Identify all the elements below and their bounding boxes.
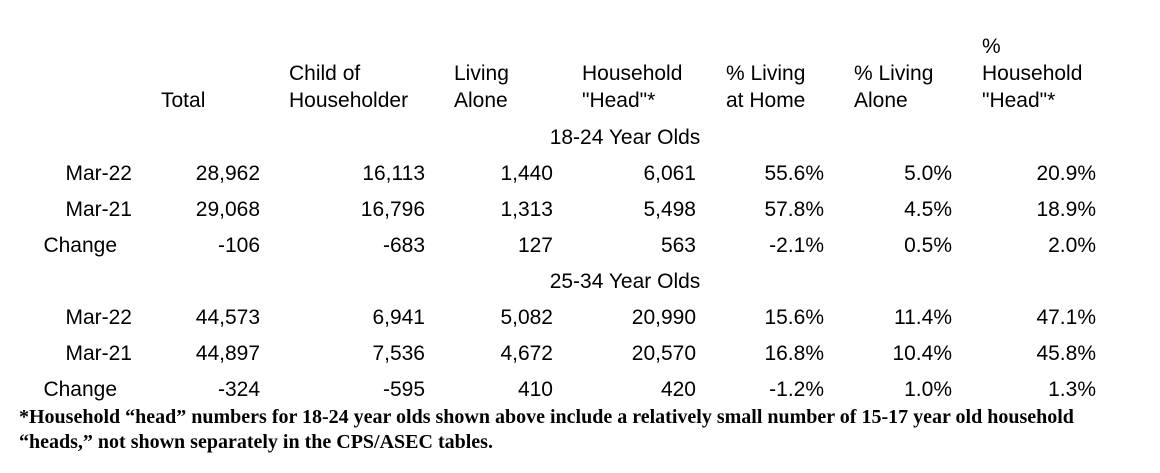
header-pct-living-alone: % Living Alone bbox=[854, 62, 934, 112]
cell-alone: 1,440 bbox=[500, 162, 553, 185]
cell-pct-alone: 5.0% bbox=[904, 162, 952, 185]
cell-pct-head: 1.3% bbox=[1048, 378, 1096, 401]
cell-pct-home: -1.2% bbox=[769, 378, 824, 401]
cell-child: 16,113 bbox=[362, 162, 425, 185]
cell-pct-alone: 11.4% bbox=[894, 306, 952, 329]
table-row bbox=[0, 160, 1160, 196]
cell-total: 44,897 bbox=[195, 342, 260, 365]
cell-child: 16,796 bbox=[360, 198, 425, 221]
cell-head: 20,570 bbox=[631, 342, 696, 365]
cell-head: 5,498 bbox=[643, 198, 696, 221]
cell-total: 44,573 bbox=[195, 306, 260, 329]
cell-head: 6,061 bbox=[643, 162, 696, 185]
cell-pct-head: 2.0% bbox=[1048, 234, 1096, 257]
cell-alone: 1,313 bbox=[500, 198, 553, 221]
header-pct-household-head: % Household "Head"* bbox=[982, 35, 1083, 112]
row-label: Change bbox=[43, 234, 117, 257]
cell-alone: 4,672 bbox=[500, 342, 553, 365]
row-label: Mar-21 bbox=[65, 198, 132, 221]
cell-pct-alone: 0.5% bbox=[904, 234, 952, 257]
row-label: Mar-22 bbox=[65, 306, 132, 329]
cell-pct-alone: 4.5% bbox=[904, 198, 952, 221]
row-label: Mar-22 bbox=[65, 162, 132, 185]
cell-head: 420 bbox=[660, 378, 696, 401]
table-row bbox=[0, 232, 1160, 268]
cell-pct-alone: 1.0% bbox=[904, 378, 952, 401]
cell-total: 28,962 bbox=[195, 162, 260, 185]
cell-total: -106 bbox=[217, 234, 260, 257]
cell-total: -324 bbox=[217, 378, 260, 401]
cell-pct-head: 20.9% bbox=[1036, 162, 1096, 185]
header-living-alone: Living Alone bbox=[454, 62, 509, 112]
row-label: Mar-21 bbox=[65, 342, 132, 365]
cell-head: 563 bbox=[660, 234, 696, 257]
cell-pct-head: 47.1% bbox=[1036, 306, 1096, 329]
cell-pct-home: 55.6% bbox=[764, 162, 824, 185]
cell-child: -595 bbox=[382, 378, 425, 401]
cell-pct-alone: 10.4% bbox=[892, 342, 952, 365]
cell-alone: 127 bbox=[517, 234, 553, 257]
cell-pct-home: -2.1% bbox=[769, 234, 824, 257]
cell-pct-home: 16.8% bbox=[764, 342, 824, 365]
cell-pct-home: 57.8% bbox=[764, 198, 824, 221]
footnote: *Household “head” numbers for 18-24 year olds shown above include a relatively small number of 15-17 year old household “heads,” not shown separately in the CPS/ASEC tables. bbox=[19, 406, 1074, 453]
header-child-of-householder: Child of Householder bbox=[289, 62, 409, 112]
table-row bbox=[0, 340, 1160, 376]
table-header bbox=[0, 32, 1160, 118]
cell-pct-home: 15.6% bbox=[764, 306, 824, 329]
section-title-25-34: 25-34 Year Olds bbox=[549, 270, 701, 293]
cell-child: -683 bbox=[382, 234, 425, 257]
cell-alone: 410 bbox=[517, 378, 553, 401]
cell-child: 7,536 bbox=[372, 342, 425, 365]
section-title-18-24: 18-24 Year Olds bbox=[549, 126, 701, 149]
cell-total: 29,068 bbox=[195, 198, 260, 221]
cell-pct-head: 18.9% bbox=[1036, 198, 1096, 221]
header-household-head: Household "Head"* bbox=[582, 62, 683, 112]
row-label: Change bbox=[43, 378, 117, 401]
table-row bbox=[0, 304, 1160, 340]
table-row bbox=[0, 196, 1160, 232]
header-pct-living-at-home: % Living at Home bbox=[726, 62, 806, 112]
cell-child: 6,941 bbox=[372, 306, 425, 329]
cell-pct-head: 45.8% bbox=[1036, 342, 1096, 365]
cell-head: 20,990 bbox=[631, 306, 696, 329]
cell-alone: 5,082 bbox=[500, 306, 553, 329]
header-total: Total bbox=[161, 89, 206, 112]
